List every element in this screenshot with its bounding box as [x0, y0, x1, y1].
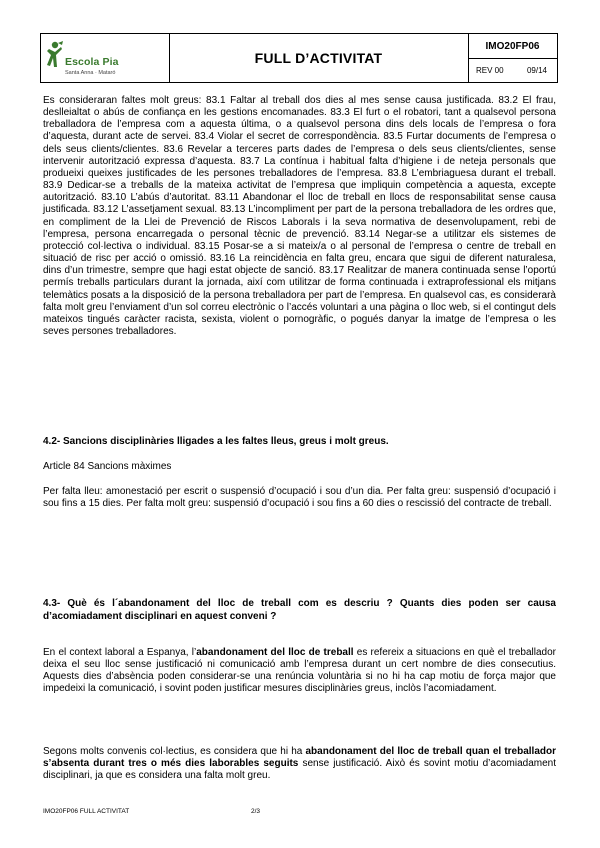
bold-term: abandonament del lloc de treball — [196, 647, 354, 658]
section-heading-4-3: 4.3- Què és l´abandonament del lloc de treball com es descriu ? Quants dies poden ser causa d’acomiadament disciplinari en aquest conveni ? — [43, 598, 556, 622]
document-title: FULL D’ACTIVITAT — [254, 50, 383, 66]
logo-name: Escola Pia — [65, 56, 119, 68]
revision-date: 09/14 — [526, 66, 547, 75]
logo-cell — [41, 34, 170, 82]
document-header — [40, 33, 558, 83]
text-run: En el context laboral a Espanya, l’ — [43, 647, 197, 658]
revision-box — [468, 58, 557, 82]
document-code: IMO20FP06 — [468, 34, 557, 59]
logo-subtitle: Santa Anna · Mataró — [65, 70, 116, 76]
text-run: sense justificació. Això és sovint motiu d’acomiadament disciplinari, ja que es considera una falta molt greu. — [43, 758, 556, 782]
person-figure-icon — [45, 40, 65, 70]
title-cell — [169, 34, 469, 82]
sanctions-paragraph: Per falta lleu: amonestació per escrit o suspensió d’ocupació i sou d’un dia. Per falta greu: suspensió d’ocupació i sou fins a 15 dies. Per falta molt greu: suspensió d’ocupació i sou fins a 60 dies o rescissió del contracte de treball. — [43, 486, 556, 510]
footer-code: IMO20FP06 FULL ACTIVITAT — [43, 808, 130, 815]
conventions-paragraph — [43, 746, 556, 782]
faults-paragraph: Es consideraran faltes molt greus: 83.1 Faltar al treball dos dies al mes sense causa justificada. 83.2 El frau, deslleialtat o abús de confiança en les gestions encomanades. 83.3 El furt o el robatori, tant a qualsevol persona treballadora de l’empresa com a aquesta última, o a qualsevol persona dins dels locals de l’empresa o fora d’aquesta, durant acte de servei. 83.4 Violar el secret de correspondència. 83.5 Furtar documents de l’empresa o dels seus clients/clientes. 83.6 Revelar a terceres parts dades de l’empresa o dels seus clients/clientes, sense intervenir autorització expressa d’aquesta. 83.7 La contínua i habitual falta d’higiene i de neteja personals que produeixi queixes justificades de les persones treballadores de l’empresa. 83.8 L’embriaguesa durant el treball. 83.9 Dedicar-se a treballs de la mateixa activitat de l’empresa que impliquin competència a aquesta, excepte autorització. 83.10 L’abús d’autoritat. 83.11 Abandonar el lloc de treball en llocs de responsabilitat sense causa justificada. 83.12 L’assetjament sexual. 83.13 L’incompliment per part de la persona treballadora de les ordres que, en compliment de la Llei de Prevenció de Riscos Laborals i la seva normativa de desenvolupament, rebi de l’empresa, persona encarregada o personal tècnic de prevenció. 83.14 Negar-se a utilitzar els sistemes de protecció col·lectiva o individual. 83.15 Posar-se a si mateix/a o al personal de l’empresa o centre de treball en situació de risc per acció o omissió. 83.16 La reincidència en falta greu, encara que sigui de diferent naturalesa, dins d’un trimestre, sempre que hagi estat objecte de sanció. 83.17 Realitzar de manera continuada sense l’oportú permís treballs particulars durant la jornada, així com utilitzar de forma continuada i extraprofessional els mitjans telemàtics posats a la disposició de la persona treballadora per part de l’empresa. En qualsevol cas, es considerarà falta molt greu l’enviament d’un sol correu electrònic o l’accés voluntari a una pàgina o lloc web, si el contingut dels mateixos tingués caràcter racista, sexista, violent o pornogràfic, o pogués danyar la imatge de l’empresa o les seves persones treballadores. — [43, 95, 556, 337]
section-heading-4-2: 4.2- Sancions disciplinàries lligades a les faltes lleus, greus i molt greus. — [43, 436, 389, 447]
article-title: Article 84 Sancions màximes — [43, 461, 172, 472]
text-run: es refereix a situacions en què el treballador deixa el seu lloc sense justificació ni comunicació amb l’empresa durant un cert nombre de dies consecutius. Aquests dies d’absència poden considerar-se una renúncia voluntària si no hi ha cap motiu de força major que impedeixi la comunicació, i sovint poden justificar mesures disciplinàries greus, inclòs l’acomiadament. — [43, 647, 556, 695]
code-cell — [468, 34, 557, 82]
abandonment-paragraph — [43, 647, 556, 696]
text-run: Segons molts convenis col·lectius, es considera que hi ha — [43, 746, 306, 757]
page-number: 2/3 — [251, 808, 261, 815]
bold-term: abandonament del lloc de treball quan el treballador s’absenta durant tres o més dies laborables seguits — [43, 746, 556, 770]
school-logo — [45, 40, 165, 80]
revision-label: REV 00 — [476, 66, 504, 75]
